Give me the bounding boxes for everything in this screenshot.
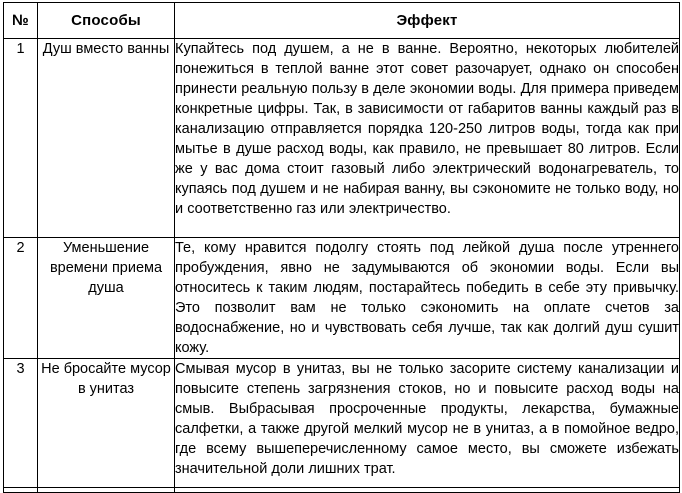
water-saving-tips-table: [3, 2, 680, 493]
row-method-cell: Уменьшение времени приема душа: [38, 238, 175, 359]
table-body: [4, 39, 680, 493]
row-effect-cell: Купайтесь под душем, а не в ванне. Вероятно, некоторых любителей понежиться в теплой ванне этот совет разочарует, однако он способен принести реальную пользу в деле экономии воды. Для примера приведем конкретные цифры. Так, в зависимости от габаритов ванны каждый раз в канализацию отправляется порядка 120-250 литров воды, тогда как при мытье в душе расход воды, как правило, не превышает 80 литров. Если же у вас дома стоит газовый либо электрический водонагреватель, то купаясь под душем и не набирая ванну, вы сэкономите не только воду, но и соответственно газ или электричество.: [175, 39, 680, 238]
table-container: [3, 2, 679, 493]
row-number-cell: 2: [4, 238, 38, 359]
row-number-cell: 1: [4, 39, 38, 238]
row-effect-cell: Те, кому нравится подолгу стоять под лейкой душа после утреннего пробуждения, явно не задумываются об экономии воды. Если вы относитесь к таким людям, постарайтесь победить в себе эту привычку. Это позволит вам не только сэкономить на оплате счетов за водоснабжение, но и чувствовать себя лучше, так как долгий душ сушит кожу.: [175, 238, 680, 359]
table-header: [4, 3, 680, 39]
table-row: [4, 359, 680, 488]
row-method-cell: Душ вместо ванны: [38, 39, 175, 238]
row-number-cell: 3: [4, 359, 38, 488]
row-effect-cell: [175, 488, 680, 493]
column-header-effect: Эффект: [175, 3, 680, 39]
row-number-cell: [4, 488, 38, 493]
table-row-truncated: [4, 488, 680, 493]
row-effect-cell: Смывая мусор в унитаз, вы не только засорите систему канализации и повысите степень загрязнения стоков, но и повысите расход воды на смыв. Выбрасывая просроченные продукты, лекарства, бумажные салфетки, а также другой мелкий мусор не в унитаз, а в помойное ведро, где всему вышеперечисленному самое место, вы сможете избежать значительной доли лишних трат.: [175, 359, 680, 488]
column-header-number: №: [4, 3, 38, 39]
table-header-row: [4, 3, 680, 39]
row-method-cell: Не бросайте мусор в унитаз: [38, 359, 175, 488]
table-row: [4, 39, 680, 238]
row-method-cell: [38, 488, 175, 493]
table-row: [4, 238, 680, 359]
column-header-method: Способы: [38, 3, 175, 39]
